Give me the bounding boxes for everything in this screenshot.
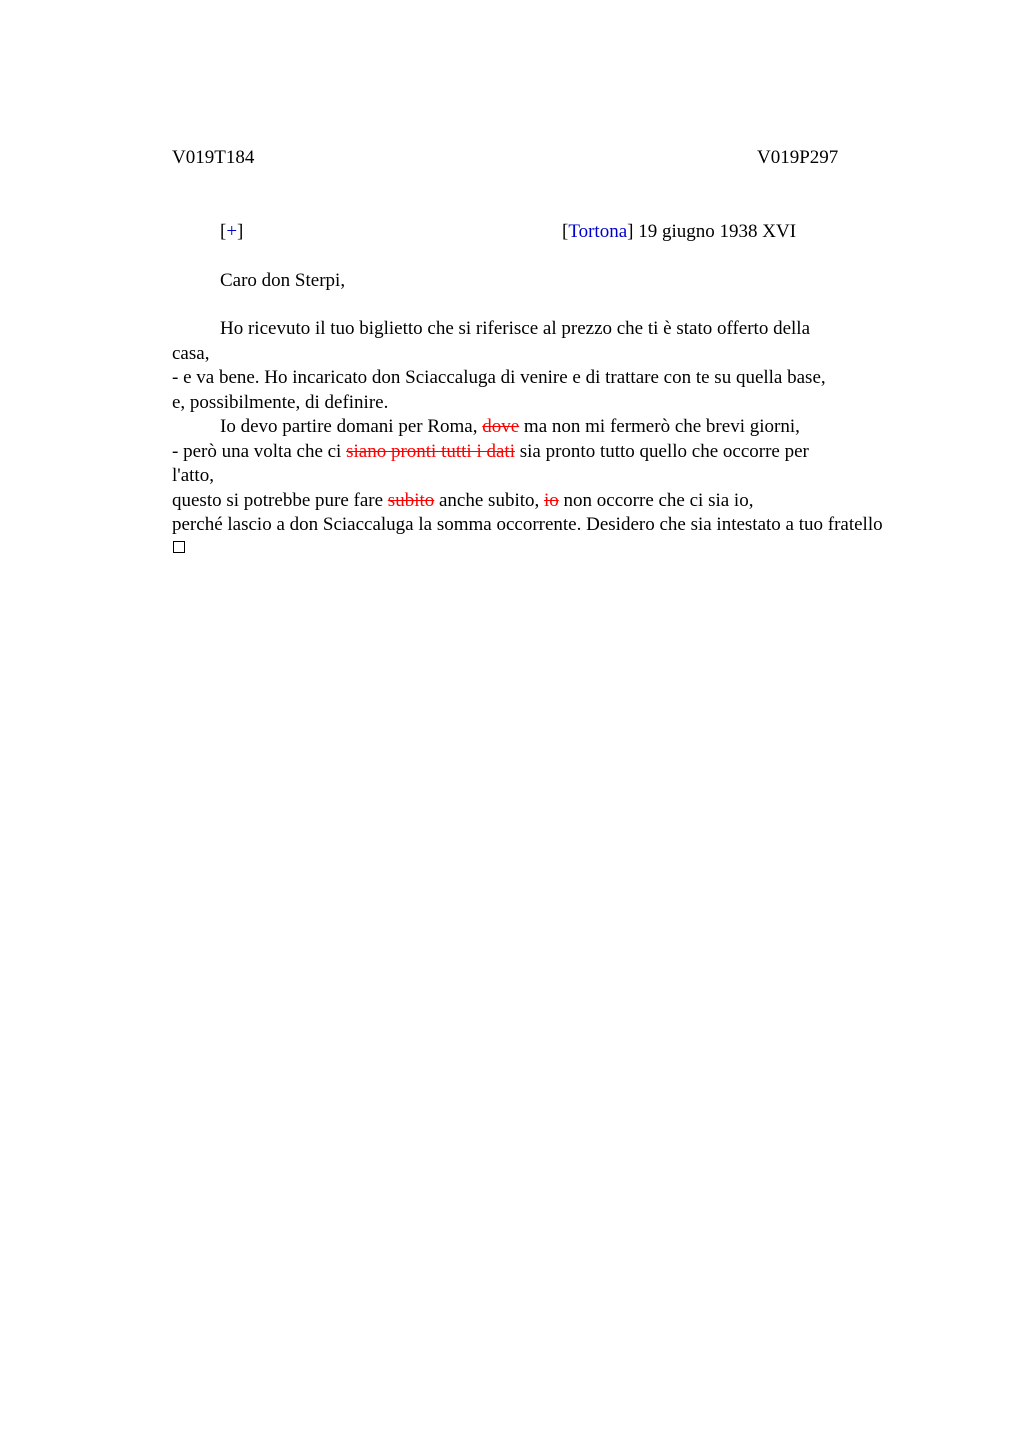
place-close-bracket: ]	[627, 221, 634, 242]
line8-text-a: questo si potrebbe pure fare	[172, 490, 388, 511]
document-code-left: V019T184	[172, 147, 255, 168]
body-line-3: - e va bene. Ho incaricato don Sciaccaluga di venire e di trattare con te su quella base,	[172, 367, 826, 388]
deleted-word: dove	[482, 416, 520, 437]
body-line-9: perché lascio a don Sciaccaluga la somma occorrente. Desidero che sia intestato a tuo fratello	[172, 514, 883, 535]
body-line-4: e, possibilmente, di definire.	[172, 392, 389, 413]
body-line-2: casa,	[172, 343, 210, 364]
document-code-right: V019P297	[757, 147, 839, 168]
deleted-word: subito	[387, 490, 435, 511]
line8-text-c: non occorre che ci sia io,	[558, 490, 754, 511]
line5-text-a: Io devo partire domani per Roma,	[220, 416, 483, 437]
salutation: Caro don Sterpi,	[220, 270, 346, 291]
line5-text-b: ma non mi fermerò che brevi giorni,	[519, 416, 800, 437]
cross-link[interactable]: +	[226, 221, 238, 242]
empty-square-icon	[173, 541, 185, 553]
deleted-phrase: siano pronti tutti i dati	[346, 441, 515, 462]
letter-date: 19 giugno 1938 XVI	[633, 221, 797, 242]
body-line-1: Ho ricevuto il tuo biglietto che si riferisce al prezzo che ti è stato offerto della	[220, 318, 811, 339]
place-open-bracket: [	[562, 221, 569, 242]
dateline	[562, 220, 796, 244]
deleted-word: io	[544, 490, 559, 511]
line6-text-a: - però una volta che ci	[172, 441, 347, 462]
body-line-8	[172, 489, 753, 513]
body-line-7: l'atto,	[172, 465, 214, 486]
line8-text-b: anche subito,	[434, 490, 545, 511]
body-line-6	[172, 440, 809, 464]
cross-open-bracket: [	[220, 221, 227, 242]
line6-text-b: sia pronto tutto quello che occorre per	[514, 441, 809, 462]
place-link[interactable]: Tortona	[568, 221, 628, 242]
body-line-5	[220, 415, 800, 439]
cross-close-bracket: ]	[237, 221, 244, 242]
cross-marker	[220, 220, 243, 244]
